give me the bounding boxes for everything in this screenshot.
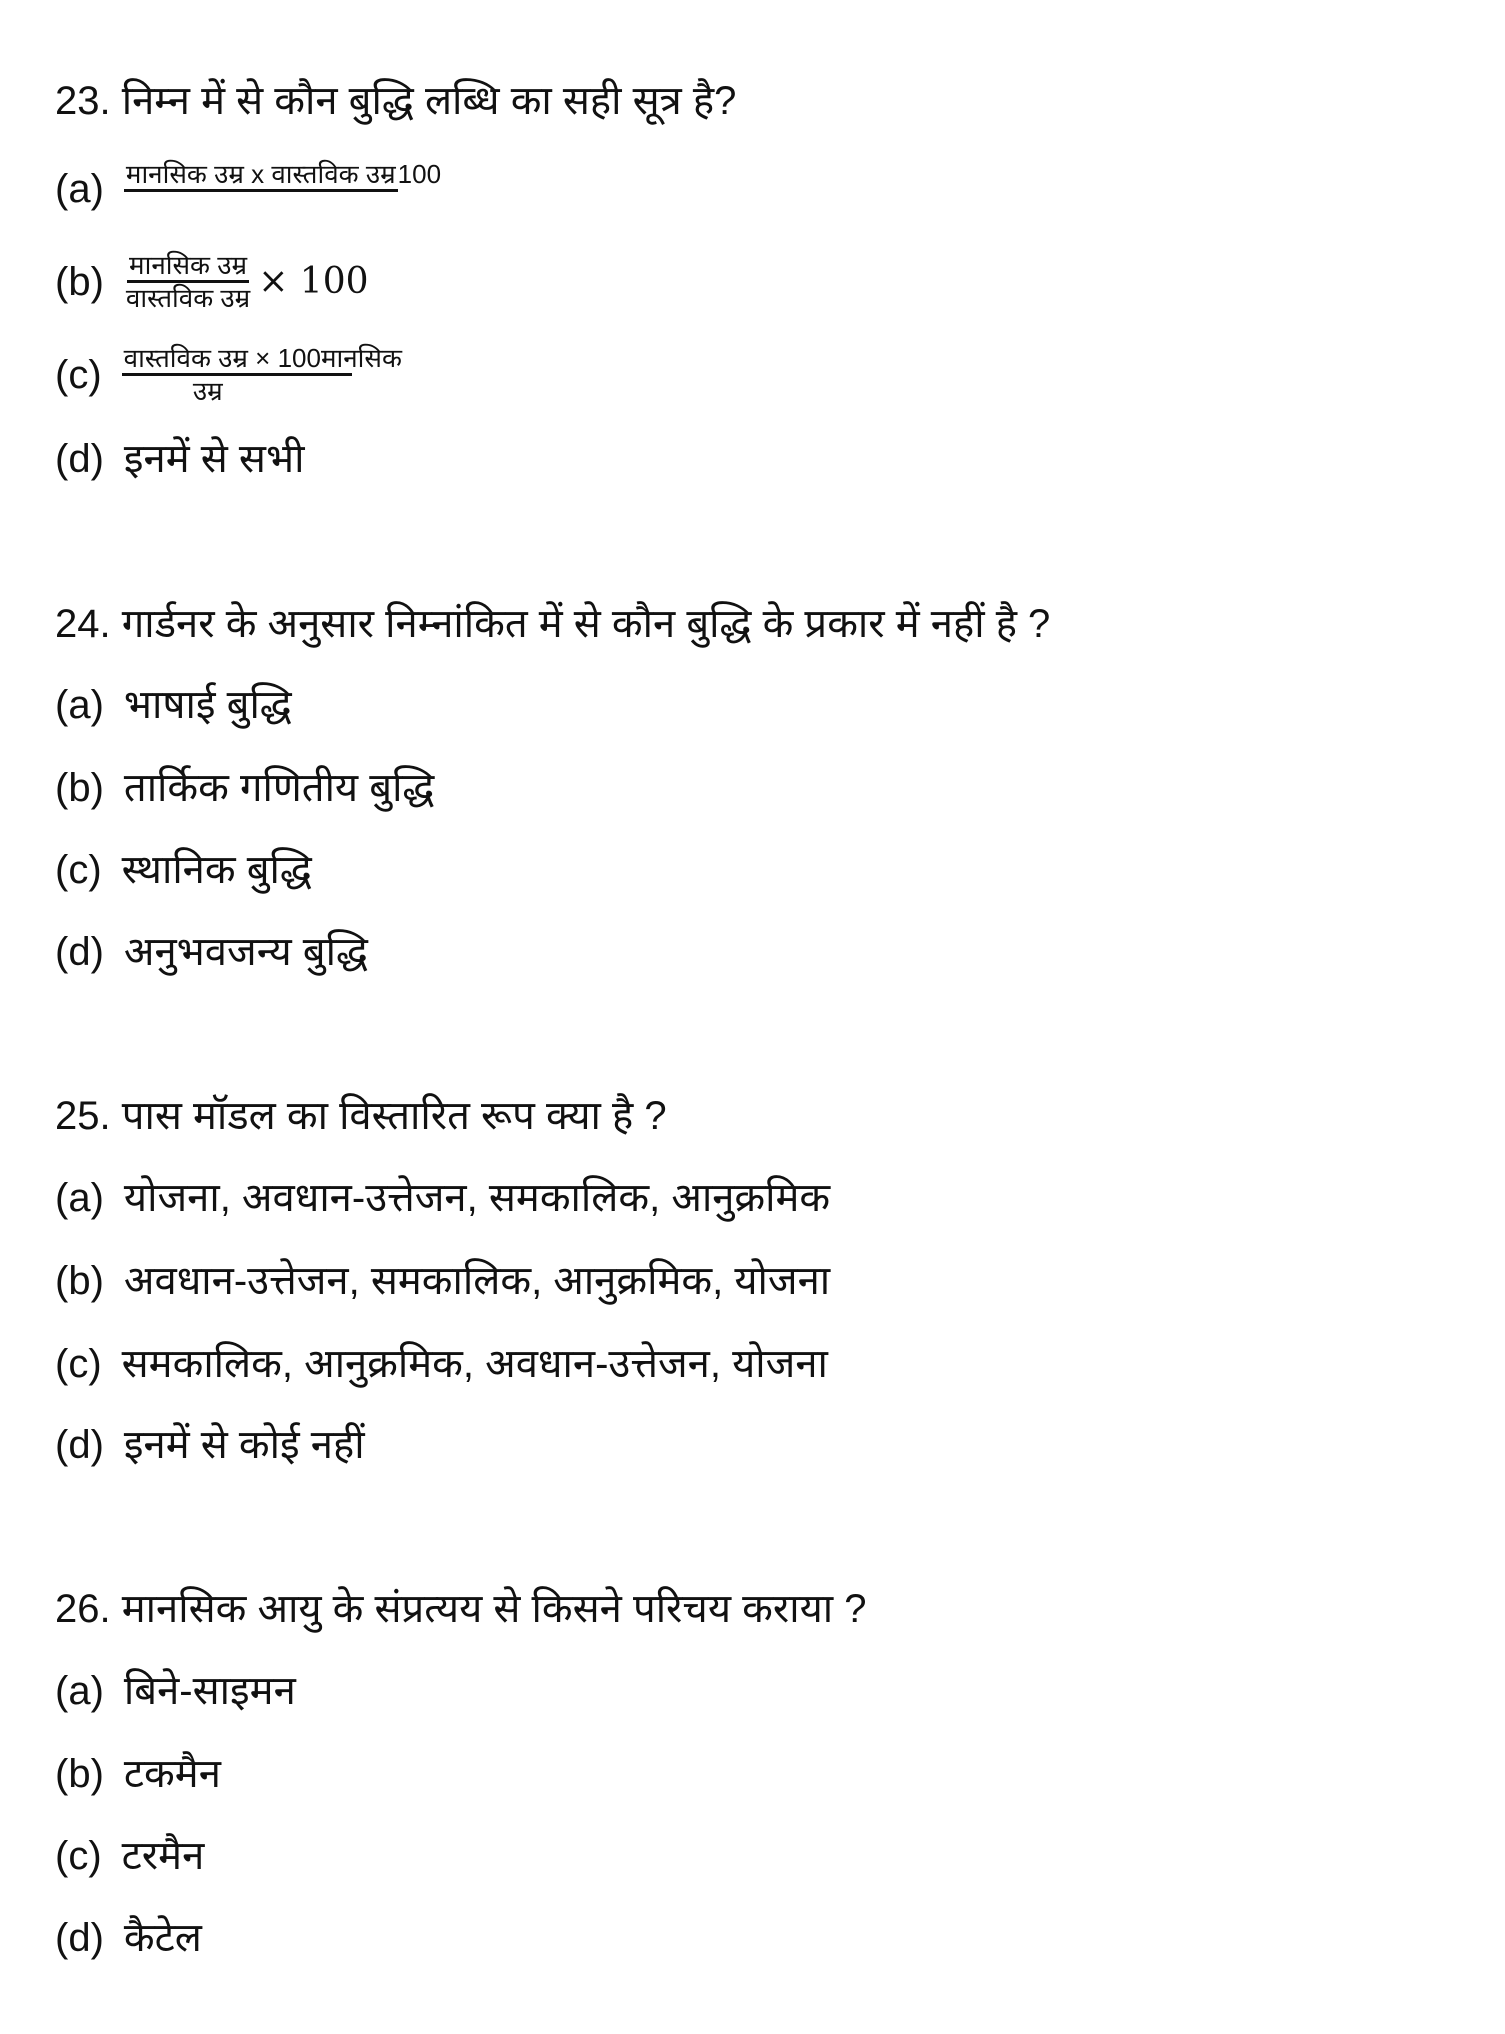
formula-tail: 100 (397, 158, 442, 189)
question-number: 24. (55, 602, 111, 646)
option-25d (55, 1421, 365, 1469)
option-text: कैटेल (123, 1916, 202, 1960)
formula-denominator: उम्र (192, 376, 223, 406)
option-25b (55, 1257, 830, 1305)
option-label: (a) (55, 167, 104, 211)
option-text: समकालिक, आनुक्रमिक, अवधान-उत्तेजन, योजना (121, 1342, 828, 1386)
option-label: (d) (55, 437, 104, 481)
option-text: योजना, अवधान-उत्तेजन, समकालिक, आनुक्रमिक (123, 1176, 831, 1220)
question-text: पास मॉडल का विस्तारित रूप क्या है ? (121, 1094, 667, 1138)
option-label: (a) (55, 683, 104, 727)
option-26b (55, 1750, 221, 1798)
option-26d (55, 1914, 202, 1962)
option-24a (55, 681, 292, 729)
option-label: (c) (55, 1834, 102, 1878)
option-23a (55, 158, 442, 213)
question-number: 25. (55, 1094, 111, 1138)
option-text: अवधान-उत्तेजन, समकालिक, आनुक्रमिक, योजना (123, 1259, 831, 1303)
option-label: (d) (55, 930, 104, 974)
option-label: (a) (55, 1176, 104, 1220)
option-label: (c) (55, 1342, 102, 1386)
formula-numerator: मानसिक उम्र x वास्तविक उम्र (124, 159, 398, 192)
option-label: (d) (55, 1916, 104, 1960)
option-23b (55, 250, 369, 313)
option-24d (55, 928, 368, 976)
option-label: (c) (55, 352, 102, 397)
option-label: (b) (55, 1259, 104, 1303)
option-text: बिने-साइमन (123, 1669, 296, 1713)
option-23d (55, 435, 304, 483)
question-26 (55, 1585, 867, 1633)
option-25c (55, 1340, 828, 1388)
option-label: (c) (55, 848, 102, 892)
question-text: मानसिक आयु के संप्रत्यय से किसने परिचय कराया ? (121, 1587, 867, 1631)
question-text: निम्न में से कौन बुद्धि लब्धि का सही सूत्र है? (121, 79, 737, 123)
question-25 (55, 1092, 667, 1140)
question-23 (55, 77, 736, 125)
question-number: 26. (55, 1587, 111, 1631)
question-text: गार्डनर के अनुसार निम्नांकित में से कौन बुद्धि के प्रकार में नहीं है ? (121, 602, 1051, 646)
option-26a (55, 1667, 296, 1715)
option-text: टकमैन (123, 1752, 221, 1796)
option-24c (55, 846, 312, 894)
option-text: इनमें से कोई नहीं (123, 1423, 365, 1467)
option-text: टरमैन (121, 1834, 205, 1878)
formula-denominator: वास्तविक उम्र (125, 283, 251, 313)
option-label: (d) (55, 1423, 104, 1467)
option-label: (b) (55, 259, 104, 304)
option-23c (55, 343, 404, 406)
question-24 (55, 600, 1050, 648)
formula-numerator: वास्तविक उम्र × 100मानसिक (123, 343, 402, 373)
formula-numerator: मानसिक उम्र (127, 250, 249, 283)
option-label: (b) (55, 1752, 104, 1796)
option-text: भाषाई बुद्धि (123, 683, 292, 727)
option-26c (55, 1832, 204, 1880)
option-label: (b) (55, 766, 104, 810)
option-text: तार्किक गणितीय बुद्धि (123, 766, 435, 810)
option-text: स्थानिक बुद्धि (121, 848, 312, 892)
option-25a (55, 1174, 830, 1222)
formula-multiplier: × 100 (258, 260, 369, 302)
option-text: इनमें से सभी (123, 437, 305, 481)
option-text: अनुभवजन्य बुद्धि (123, 930, 368, 974)
option-24b (55, 764, 434, 812)
option-label: (a) (55, 1669, 104, 1713)
question-number: 23. (55, 79, 111, 123)
